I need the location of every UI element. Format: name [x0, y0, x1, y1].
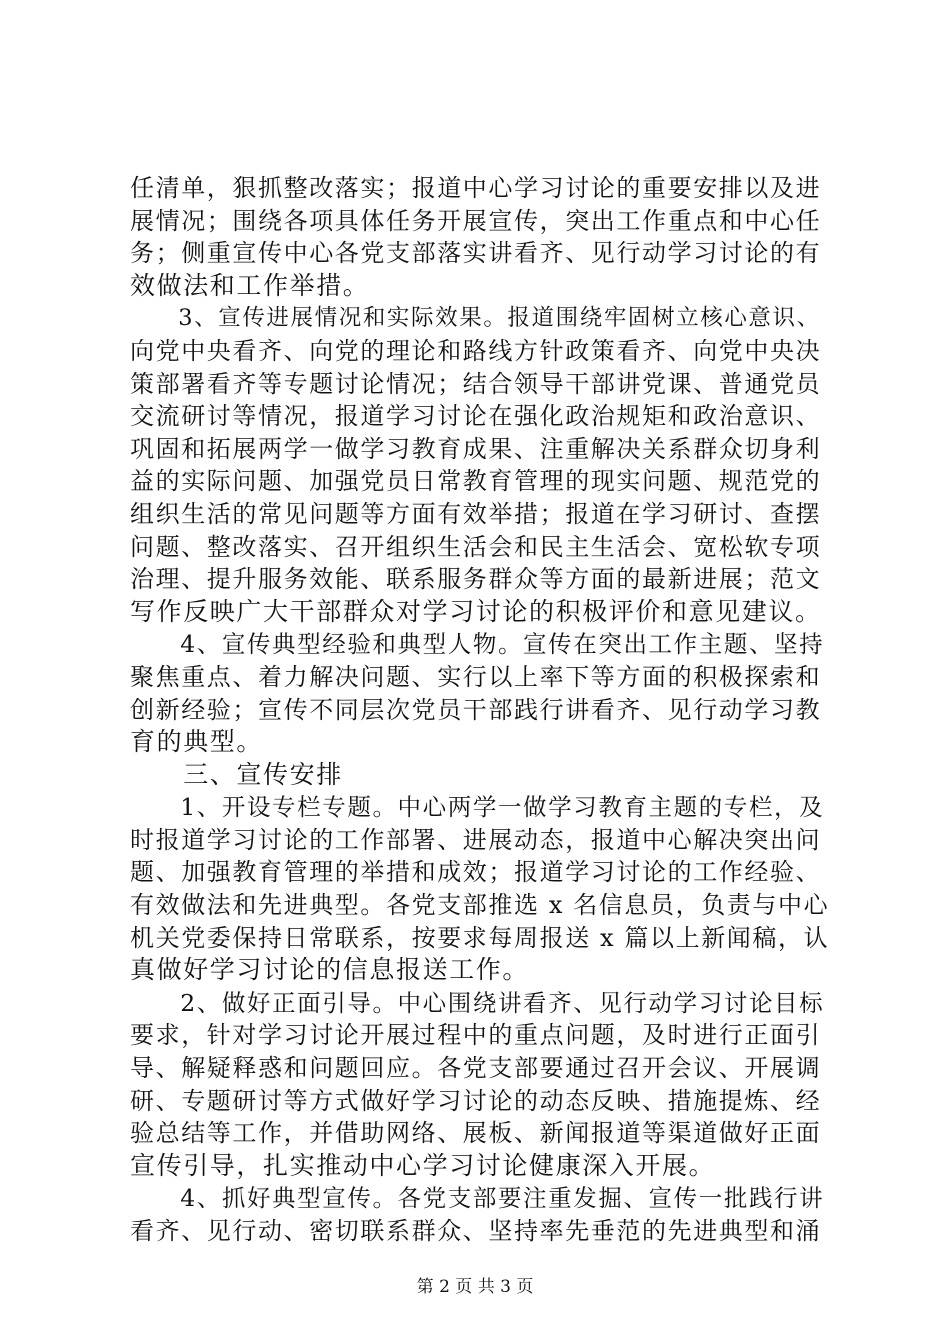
- text-line: 机关党委保持日常联系，按要求每周报送 x 篇以上新闻稿，认: [130, 923, 830, 952]
- document-body: [130, 172, 830, 1248]
- text-line: 4、抓好典型宣传。各党支部要注重发掘、宣传一批践行讲: [130, 1184, 825, 1213]
- text-line: 4、宣传典型经验和典型人物。宣传在突出工作主题、坚持: [130, 630, 825, 659]
- text-line: 向党中央看齐、向党的理论和路线方针政策看齐、向党中央决: [130, 336, 822, 365]
- page-footer: 第 2 页 共 3 页: [416, 1277, 534, 1297]
- text-line: 验总结等工作，并借助网络、展板、新闻报道等渠道做好正面: [130, 1119, 822, 1148]
- text-line: 写作反映广大干部群众对学习讨论的积极评价和意见建议。: [130, 596, 822, 626]
- text-line: 巩固和拓展两学一做学习教育成果、注重解决关系群众切身利: [130, 434, 822, 463]
- text-line: 看齐、见行动、密切联系群众、坚持率先垂范的先进典型和涌: [130, 1217, 822, 1245]
- text-line: 交流研讨等情况，报道学习讨论在强化政治规矩和政治意识、: [130, 402, 822, 431]
- text-line: 任清单，狠抓整改落实；报道中心学习讨论的重要安排以及进: [130, 174, 822, 202]
- text-line: 宣传引导，扎实推动中心学习讨论健康深入开展。: [130, 1150, 716, 1180]
- text-line: 益的实际问题、加强党员日常教育管理的现实问题、规范党的: [130, 467, 822, 496]
- text-line: 创新经验；宣传不同层次党员干部践行讲看齐、见行动学习教: [130, 695, 822, 724]
- text-line: 务；侧重宣传中心各党支部落实讲看齐、见行动学习讨论的有: [130, 239, 822, 268]
- text-line: 组织生活的常见问题等方面有效举措；报道在学习研讨、查摆: [130, 499, 822, 528]
- text-line: 问题、整改落实、召开组织生活会和民主生活会、宽松软专项: [130, 532, 822, 561]
- text-line: 有效做法和先进典型。各党支部推选 x 名信息员，负责与中心: [130, 891, 830, 920]
- text-line: 三、宣传安排: [130, 759, 343, 789]
- text-line: 1、开设专栏专题。中心两学一做学习教育主题的专栏，及: [130, 793, 825, 822]
- text-line: 展情况；围绕各项具体任务开展宣传，突出工作重点和中心任: [130, 206, 822, 235]
- text-line: 策部署看齐等专题讨论情况；结合领导干部讲党课、普通党员: [130, 369, 822, 398]
- text-line: 题、加强教育管理的举措和成效；报道学习讨论的工作经验、: [130, 858, 822, 887]
- text-line: 2、做好正面引导。中心围绕讲看齐、见行动学习讨论目标: [130, 988, 825, 1017]
- text-line: 研、专题研讨等方式做好学习讨论的动态反映、措施提炼、经: [130, 1086, 822, 1115]
- text-line: 时报道学习讨论的工作部署、进展动态，报道中心解决突出问: [130, 825, 822, 854]
- text-line: 导、解疑释惑和问题回应。各党支部要通过召开会议、开展调: [130, 1054, 822, 1083]
- text-line: 治理、提升服务效能、联系服务群众等方面的最新进展；范文: [130, 565, 822, 594]
- text-line: 3、宣传进展情况和实际效果。报道围绕牢固树立核心意识、: [130, 305, 821, 332]
- text-line: 效做法和工作举措。: [130, 270, 370, 300]
- text-line: 真做好学习讨论的信息报送工作。: [130, 955, 530, 985]
- text-line: 要求，针对学习讨论开展过程中的重点问题，及时进行正面引: [130, 1021, 822, 1050]
- text-line: 聚焦重点、着力解决问题、实行以上率下等方面的积极探索和: [130, 662, 822, 691]
- text-line: 育的典型。: [130, 727, 264, 757]
